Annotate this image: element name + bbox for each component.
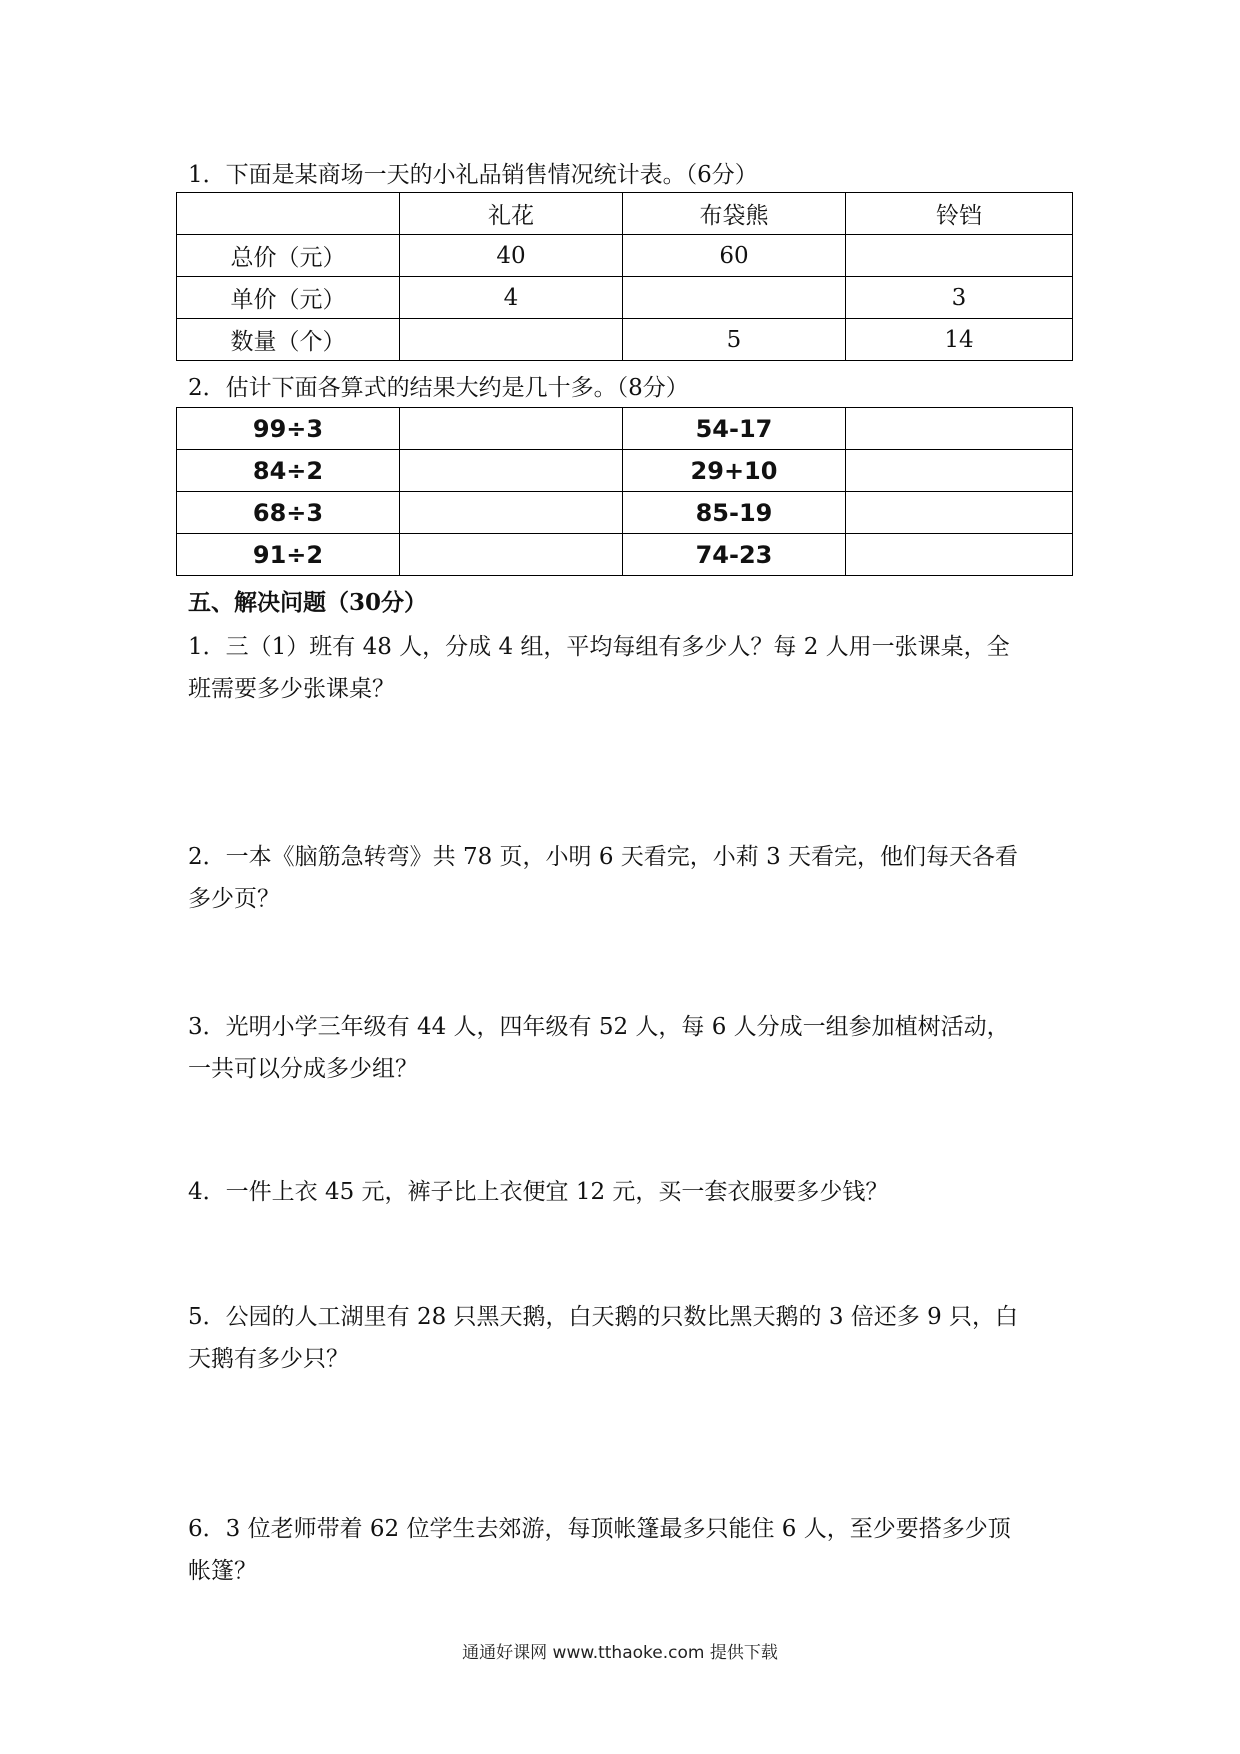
answer-cell [400,408,623,450]
table-header-cell: 铃铛 [846,193,1073,235]
answer-cell [400,534,623,576]
answer-cell [400,492,623,534]
section-5-heading: 五、解决问题（30分） [188,589,428,616]
problem-4-line-1: 4．一件上衣 45 元，裤子比上衣便宜 12 元，买一套衣服要多少钱？ [188,1179,889,1205]
answer-cell [846,408,1073,450]
problem-2-line-2: 多少页？ [188,886,280,912]
table-header-cell: 布袋熊 [623,193,846,235]
problem-6-line-2: 帐篷？ [188,1558,257,1584]
table-cell [846,235,1073,277]
expression-cell: 84÷2 [177,450,400,492]
table-cell: 60 [623,235,846,277]
table-row [177,492,1073,534]
problem-6-line-1: 6．3 位老师带着 62 位学生去郊游，每顶帐篷最多只能住 6 人，至少要搭多少顶 [188,1516,1011,1542]
table-cell [623,277,846,319]
expression-cell: 68÷3 [177,492,400,534]
expression-cell: 91÷2 [177,534,400,576]
estimation-table [176,407,1073,576]
table-row [177,235,1073,277]
table-row [177,534,1073,576]
problem-2-line-1: 2．一本《脑筋急转弯》共 78 页，小明 6 天看完，小莉 3 天看完，他们每天各看 [188,844,1019,870]
problem-3-line-1: 3．光明小学三年级有 44 人，四年级有 52 人，每 6 人分成一组参加植树活动， [188,1014,1010,1040]
footer-credit: 通通好课网 www.tthaoke.com 提供下载 [462,1643,778,1663]
table-header-cell [177,193,400,235]
table-cell: 3 [846,277,1073,319]
answer-cell [846,492,1073,534]
problem-5-line-1: 5．公园的人工湖里有 28 只黑天鹅，白天鹅的只数比黑天鹅的 3 倍还多 9 只，白 [188,1304,1019,1330]
table-row [177,277,1073,319]
table-cell: 数量（个） [177,319,400,361]
table-row [177,319,1073,361]
table-cell: 5 [623,319,846,361]
table-cell: 14 [846,319,1073,361]
table-cell: 4 [400,277,623,319]
answer-cell [400,450,623,492]
problem-5-line-2: 天鹅有多少只？ [188,1346,349,1372]
expression-cell: 99÷3 [177,408,400,450]
table-cell: 总价（元） [177,235,400,277]
expression-cell: 74-23 [623,534,846,576]
table-cell [400,319,623,361]
answer-cell [846,450,1073,492]
table-header-row [177,193,1073,235]
sales-table [176,192,1073,361]
table-row [177,450,1073,492]
problem-1-line-1: 1．三（1）班有 48 人，分成 4 组，平均每组有多少人？每 2 人用一张课桌，全 [188,634,1010,660]
expression-cell: 29+10 [623,450,846,492]
table-cell: 40 [400,235,623,277]
table-row [177,408,1073,450]
table-header-cell: 礼花 [400,193,623,235]
question-1-title: 1．下面是某商场一天的小礼品销售情况统计表。（6分） [188,162,758,188]
answer-cell [846,534,1073,576]
problem-3-line-2: 一共可以分成多少组？ [188,1056,418,1082]
problem-1-line-2: 班需要多少张课桌？ [188,676,395,702]
expression-cell: 85-19 [623,492,846,534]
expression-cell: 54-17 [623,408,846,450]
question-2-title: 2．估计下面各算式的结果大约是几十多。（8分） [188,375,689,401]
table-cell: 单价（元） [177,277,400,319]
